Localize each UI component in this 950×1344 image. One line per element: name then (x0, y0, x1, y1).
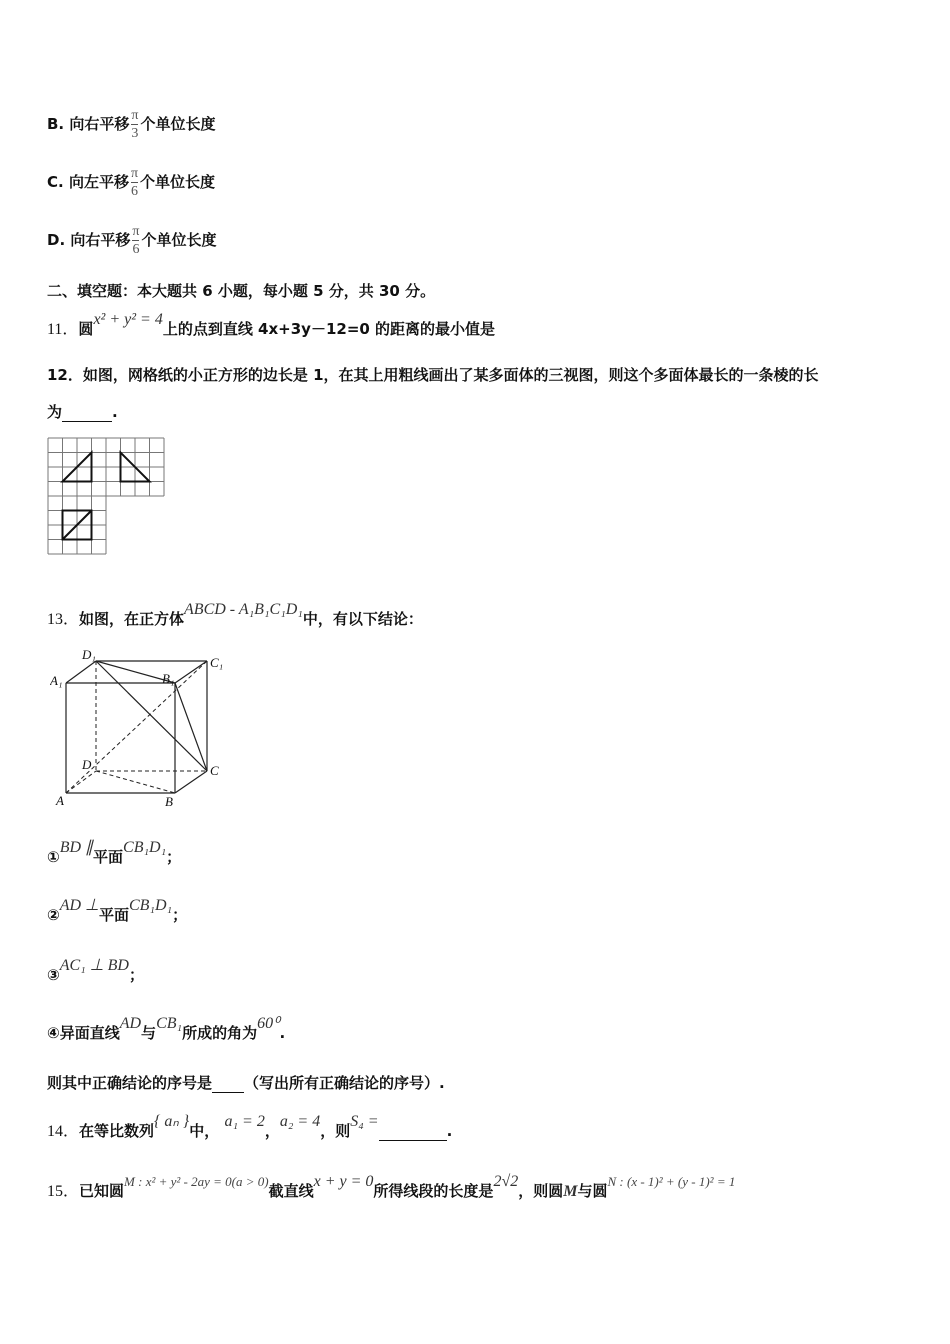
frac-den: 6 (131, 184, 138, 199)
circle-M-equation: M : x² + y² - 2ay = 0(a > 0) (124, 1174, 269, 1189)
math-expr: AC₁ ⊥ BD (59, 957, 129, 974)
q12-pre: 为 (47, 403, 63, 421)
conclusion-2 (47, 897, 188, 925)
punct: ； (166, 848, 182, 866)
option-suffix: 个单位长度 (140, 115, 216, 133)
sequence: { aₙ } (154, 1113, 190, 1130)
math-expr: a₁ = 2 (224, 1113, 265, 1130)
option-letter: B. (47, 115, 65, 133)
q11-post: 上的点到直线 4x+3y－12=0 的距离的最小值是 (162, 320, 496, 338)
option-c (47, 166, 215, 199)
answer-blank[interactable] (62, 407, 112, 422)
question-11 (47, 311, 496, 339)
circle-M-name: M (563, 1183, 578, 1200)
conclusion-4 (47, 1015, 286, 1043)
option-b (47, 108, 215, 141)
option-suffix: 个单位长度 (141, 231, 217, 249)
question-13 (47, 601, 423, 629)
frac-num: π (132, 224, 140, 239)
option-text: 向右平移 (70, 231, 131, 249)
punct: ； (172, 906, 188, 924)
three-view-grid-figure (47, 437, 167, 559)
label-A: A (56, 793, 64, 808)
option-letter: C. (47, 173, 64, 191)
fraction (132, 224, 139, 257)
math-expr: a₂ = 4 (279, 1113, 321, 1130)
question-12-line2 (47, 401, 118, 422)
section-header: 二、填空题：本大题共 6 小题，每小题 5 分，共 30 分。 (47, 282, 436, 300)
conclusion-text: 异面直线 (59, 1024, 120, 1042)
question-14 (47, 1113, 453, 1141)
circle-N-equation: N : (x - 1)² + (y - 1)² = 1 (607, 1174, 736, 1189)
q15-mid: 截直线 (268, 1182, 314, 1200)
fraction (131, 108, 138, 141)
edge-B1C (175, 683, 207, 771)
frac-den: 3 (131, 126, 139, 141)
label-C1: C₁ (210, 655, 224, 670)
cube-name: ABCD - A₁B₁C₁D₁ (184, 601, 303, 618)
conclusion-mark: ① (47, 848, 60, 866)
q12-post: . (112, 403, 118, 421)
label-B1: B₁ (162, 671, 175, 686)
question-number: 14． (47, 1123, 80, 1140)
label-B: B (165, 794, 173, 809)
conclusion-mark: ④ (47, 1024, 60, 1042)
q13-ask-post: （写出所有正确结论的序号）. (244, 1074, 445, 1092)
question-number: 13． (47, 611, 80, 628)
conclusion-mark: ② (47, 906, 60, 924)
edge-B1C1 (175, 661, 207, 683)
edge-AD (66, 771, 96, 793)
edge-D1C (96, 661, 207, 771)
conclusion-3 (47, 957, 144, 985)
math-expr: BD ∥ (59, 839, 94, 856)
circle-equation: x² + y² = 4 (93, 311, 163, 328)
punct: . (279, 1024, 286, 1042)
label-D1: D₁ (82, 647, 96, 662)
math-expr: CB₁D₁ (123, 839, 167, 856)
edge-DB (96, 771, 175, 793)
question-number: 11． (47, 321, 79, 338)
label-C: C (210, 763, 219, 778)
conclusion-mark: ③ (47, 966, 60, 984)
edge-BC (175, 771, 207, 793)
answer-blank[interactable] (212, 1078, 244, 1093)
fraction (131, 166, 138, 199)
label-A1: A₁ (50, 673, 63, 688)
question-15 (47, 1173, 736, 1201)
q15-pre: 已知圆 (79, 1182, 125, 1200)
conclusion-1 (47, 839, 182, 867)
frac-den: 6 (132, 242, 140, 257)
line-equation: x + y = 0 (313, 1173, 374, 1190)
q11-pre: 圆 (78, 320, 94, 338)
q13-pre: 如图，在正方体 (79, 610, 185, 628)
q14-then: ，则 (320, 1122, 351, 1140)
edge-A1D1 (66, 661, 96, 683)
option-text: 向左平移 (68, 173, 129, 191)
segment-length: 2√2 (493, 1173, 519, 1190)
conclusion-text: 平面 (98, 906, 129, 924)
punct: ， (264, 1122, 280, 1140)
math-expr: S₄ = (350, 1113, 379, 1130)
q13-post: 中，有以下结论： (302, 610, 423, 628)
option-letter: D. (47, 231, 66, 249)
q15-mid2: 所得线段的长度是 (373, 1182, 494, 1200)
q13-ask (47, 1072, 445, 1093)
math-expr: CB₁ (156, 1015, 183, 1032)
frac-num: π (130, 166, 139, 181)
punct: . (446, 1122, 453, 1140)
math-expr: AD ⊥ (59, 897, 99, 914)
q13-ask-text: 则其中正确结论的序号是 (47, 1074, 213, 1092)
option-text: 向右平移 (69, 115, 130, 133)
math-expr: AD (119, 1015, 142, 1032)
frac-num: π (131, 108, 139, 123)
q15-mid3: ，则圆 (518, 1182, 564, 1200)
q14-mid: 中， (189, 1122, 220, 1140)
cube-figure (50, 645, 240, 815)
label-D: D (82, 757, 92, 772)
answer-blank[interactable] (379, 1126, 447, 1141)
conclusion-text: 所成的角为 (182, 1024, 258, 1042)
option-d (47, 224, 217, 257)
math-expr: CB₁D₁ (128, 897, 173, 914)
q15-mid4: 与圆 (577, 1182, 608, 1200)
edge-AC1 (66, 661, 207, 793)
conclusion-text: 平面 (93, 848, 124, 866)
option-suffix: 个单位长度 (140, 173, 216, 191)
math-expr: 60⁰ (257, 1015, 280, 1032)
punct: ； (128, 966, 144, 984)
q14-pre: 在等比数列 (79, 1122, 155, 1140)
question-12-line1: 12．如图，网格纸的小正方形的边长是 1，在其上用粗线画出了某多面体的三视图，则这个多面体最长的一条棱的长 (47, 366, 819, 384)
question-number: 15． (47, 1183, 80, 1200)
conclusion-text: 与 (141, 1024, 157, 1042)
